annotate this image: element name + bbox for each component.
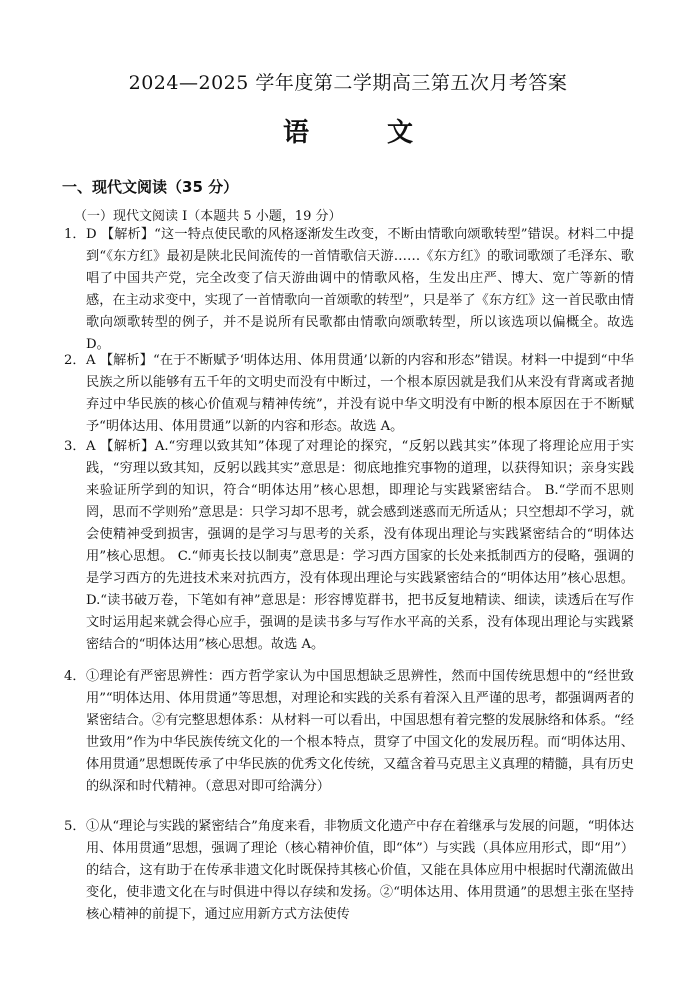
answer-text: ①从“理论与实践的紧密结合”角度来看，非物质文化遗产中存在着继承与发展的问题，“明体达用、体用贯通”思想，强调了理论（核心精神价值，即“体”）与实践（具体应用形式，即“用”）的结合，这有助于在传承非遗文化时既保持其核心价值，又能在具体应用中根据时代潮流做出变化，使非遗文化在与时俱进中得以存续和发扬。②“明体达用、体用贯通”的思想主张在坚持核心精神的前提下，通过应用新方式方法使传 (86, 819, 635, 922)
document-title: 2024—2025 学年度第二学期高三第五次月考答案 (128, 72, 568, 94)
answer-text: ①理论有严密思辨性：西方哲学家认为中国思想缺乏思辨性，然而中国传统思想中的“经世致用”“明体达用、体用贯通”等思想，对理论和实践的关系有着深入且严谨的思考，都强调两者的紧密结合。②有完整思想体系：从材料一可以看出，中国思想有着完整的发展脉络和体系。“经世致用”作为中华民族传统文化的一个根本特点，贯穿了中国文化的发展历程。而“明体达用、体用贯通”思想既传承了中华民族的优秀文化传统，又蕴含着马克思主义真理的精髓，具有历史的纵深和时代精神。（意思对即可给满分） (86, 669, 634, 794)
subject-title: 语 文 (282, 118, 439, 148)
question-item-5 (64, 816, 634, 926)
question-number: 3． (64, 439, 86, 454)
question-number: 5． (64, 819, 86, 834)
question-number: 1． (64, 227, 86, 242)
question-number: 2． (64, 353, 86, 368)
answer-text: D 【解析】“这一特点使民歌的风格逐渐发生改变，不断由情歌向颂歌转型”错误。材料二中提到“《东方红》最初是陕北民间流传的一首情歌信天游……《东方红》的歌词歌颂了毛泽东、歌唱了中国共产党，完全改变了信天游曲调中的情歌风格，生发出庄严、博大、宽广等新的情感，在主动求变中，实现了一首情歌向一首颂歌的转型”，只是举了《东方红》这一首民歌由情歌向颂歌转型的例子，并不是说所有民歌都由情歌向颂歌转型，所以该选项以偏概全。故选 D。 (86, 227, 634, 352)
section-heading: 一、现代文阅读（35 分） (62, 178, 239, 196)
question-item-1 (64, 224, 634, 356)
question-item-2 (64, 350, 634, 438)
question-item-4 (64, 666, 634, 798)
question-number: 4． (64, 669, 86, 684)
question-item-3 (64, 436, 634, 656)
subsection-heading: （一）现代文阅读 I（本题共 5 小题，19 分） (74, 209, 342, 224)
answer-text: A 【解析】A.“穷理以致其知”体现了对理论的探究，“反躬以践其实”体现了将理论应用于实践，“穷理以致其知，反躬以践其实”意思是：彻底地推究事物的道理，以获得知识；亲身实践来验证所学到的知识，符合“明体达用”核心思想，即理论与实践紧密结合。 B.“学而不思则罔，思而不学则殆”意思是：只学习却不思考，就会感到迷惑而无所适从；只空想却不学习，就会使精神受到损害，强调的是学习与思考的关系，没有体现出理论与实践紧密结合的“明体达用”核心思想。 C.“师夷长技以制夷”意思是：学习西方国家的长处来抵制西方的侵略，强调的是学习西方的先进技术来对抗西方，没有体现出理论与实践紧密结合的“明体达用”核心思想。 D.“读书破万卷，下笔如有神”意思是：形容博览群书，把书反复地精读、细读，读透后在写作文时运用起来就会得心应手，强调的是读书多与写作水平高的关系，没有体现出理论与实践紧密结合的“明体达用”核心思想。故选 A。 (86, 439, 634, 652)
answer-text: A 【解析】“在于不断赋予‘明体达用、体用贯通’以新的内容和形态”错误。材料一中提到“中华民族之所以能够有五千年的文明史而没有中断过，一个根本原因就是我们从来没有背离或者抛弃过中华民族的核心价值观与精神传统”，并没有说中华文明没有中断的根本原因在于不断赋予“明体达用、体用贯通”以新的内容和形态。故选 A。 (86, 353, 634, 434)
